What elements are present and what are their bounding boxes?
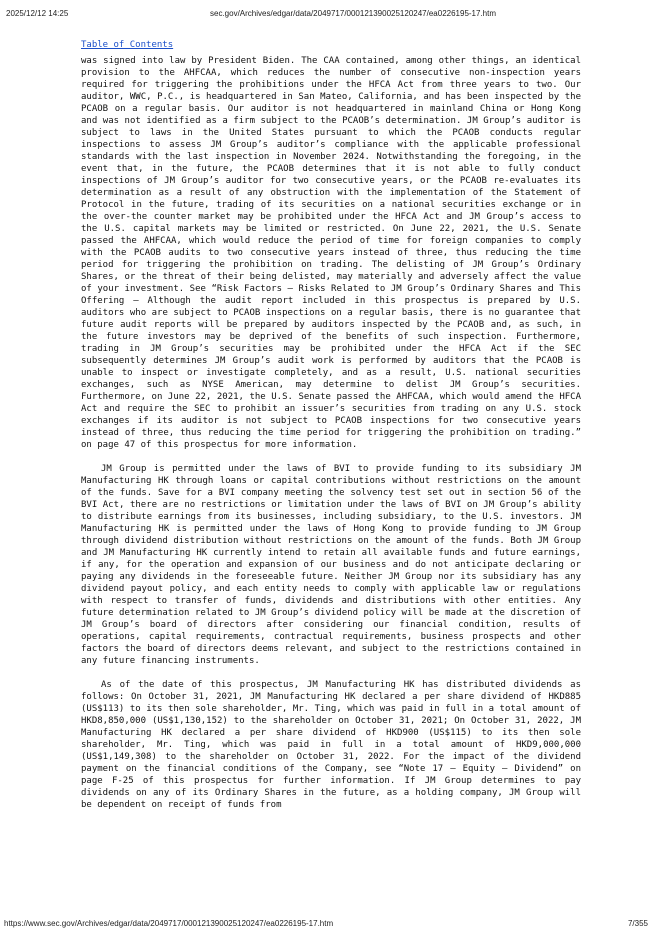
browser-print-footer (0, 918, 662, 936)
browser-print-header (0, 0, 662, 28)
paragraph-pcaob-auditor: was signed into law by President Biden. The CAA contained, among other things, an identical provision to the AHFCAA, which reduces the number of consecutive non-inspection years required for triggering the prohibitions under the HFCA Act from three years to two. Our auditor, WWC, P.C., is headquartered in San Mateo, California, and has been inspected by the PCAOB on a regular basis. Our auditor is not headquartered in mainland China or Hong Kong and was not identified as a firm subject to the PCAOB’s determination. JM Group’s auditor is subject to laws in the United States pursuant to which the PCAOB conducts regular inspections to assess JM Group’s auditor’s compliance with the applicable professional standards with the last inspection in November 2024. Notwithstanding the foregoing, in the event that, in the future, the PCAOB determines that it is not able to fully conduct inspections of JM Group’s auditor for two consecutive years, or the PCAOB re-evaluates its determination as a result of any obstruction with the implementation of the Statement of Protocol in the future, trading of its securities on a national securities exchange or in the over-the counter market may be prohibited under the HFCA Act and JM Group’s access to the U.S. capital markets may be limited or restricted. On June 22, 2021, the U.S. Senate passed the AHFCAA, which would reduce the period of time for foreign companies to comply with the PCAOB audits to two consecutive years instead of three, thus reducing the time period for triggering the prohibition on trading. The delisting of JM Group’s Ordinary Shares, or the threat of their being delisted, may materially and adversely affect the value of your investment. See “Risk Factors — Risks Related to JM Group’s Ordinary Shares and This Offering — Although the audit report included in this prospectus is prepared by U.S. auditors who are subject to PCAOB inspections on a regular basis, there is no guarantee that future audit reports will be prepared by auditors inspected by the PCAOB and, as such, in the future investors may be deprived of the benefits of such inspection. Furthermore, trading in JM Group’s securities may be prohibited under the HFCA Act if the SEC subsequently determines JM Group’s audit work is performed by auditors that the PCAOB is unable to inspect or investigate completely, and as a result, U.S. national securities exchanges, such as NYSE American, may determine to delist JM Group’s securities. Furthermore, on June 22, 2021, the U.S. Senate passed the AHFCAA, which would amend the HFCA Act and require the SEC to prohibit an issuer’s securities from trading on any U.S. stock exchanges if its auditor is not subject to PCAOB inspections for two consecutive years instead of three, thus reducing the time period for triggering the prohibition on trading.” on page 47 of this prospectus for more information. (81, 56, 581, 450)
paragraph-bvi-funding: JM Group is permitted under the laws of BVI to provide funding to its subsidiary JM Manufacturing HK through loans or capital contributions without restrictions on the amount of the funds. Save for a BVI company meeting the solvency test set out in section 56 of the BVI Act, there are no restrictions or limitation under the laws of BVI on JM Group’s ability to distribute earnings from its businesses, including subsidiary, to the U.S. investors. JM Manufacturing HK is permitted under the laws of Hong Kong to provide funding to JM Group through dividend distribution without restrictions on the amount of the funds. Both JM Group and JM Manufacturing HK currently intend to retain all available funds and future earnings, if any, for the operation and expansion of our business and do not anticipate declaring or paying any dividends in the foreseeable future. Neither JM Group nor its subsidiary has any dividend payout policy, and each entity needs to comply with applicable law or regulations with respect to transfer of funds, dividends and distributions with other entities. Any future determination related to JM Group’s dividend policy will be made at the discretion of JM Group’s board of directors after considering our financial condition, results of operations, capital requirements, contractual requirements, business prospects and other factors the board of directors deems relevant, and subject to the restrictions contained in any future financing instruments. (81, 464, 581, 666)
document-body (81, 39, 581, 811)
print-page-title: sec.gov/Archives/edgar/data/2049717/000121390025120247/ea0226195-17.htm (210, 9, 497, 18)
print-date: 2025/12/12 14:25 (6, 9, 69, 18)
print-url: https://www.sec.gov/Archives/edgar/data/2049717/000121390025120247/ea0226195-17.htm (4, 919, 334, 928)
page-number: 7/355 (627, 919, 648, 928)
paragraph-dividends: As of the date of this prospectus, JM Manufacturing HK has distributed dividends as follows: On October 31, 2021, JM Manufacturing HK declared a per share dividend of HKD885 (US$113) to its then sole shareholder, Mr. Ting, which was paid in full in a total amount of HKD8,850,000 (US$1,130,152) to the shareholder on October 31, 2021; On October 31, 2022, JM Manufacturing HK declared a per share dividend of HKD900 (US$115) to its then sole shareholder, Mr. Ting, which was paid in full in a total amount of HKD9,000,000 (US$1,149,308) to the shareholder on October 31, 2022. For the impact of the dividend payment on the financial conditions of the Company, see “Note 17 — Equity — Dividend” on page F-25 of this prospectus for further information. If JM Group determines to pay dividends on any of its Ordinary Shares in the future, as a holding company, JM Group will be dependent on receipt of funds from (81, 680, 581, 810)
table-of-contents-link[interactable]: Table of Contents (81, 40, 174, 50)
